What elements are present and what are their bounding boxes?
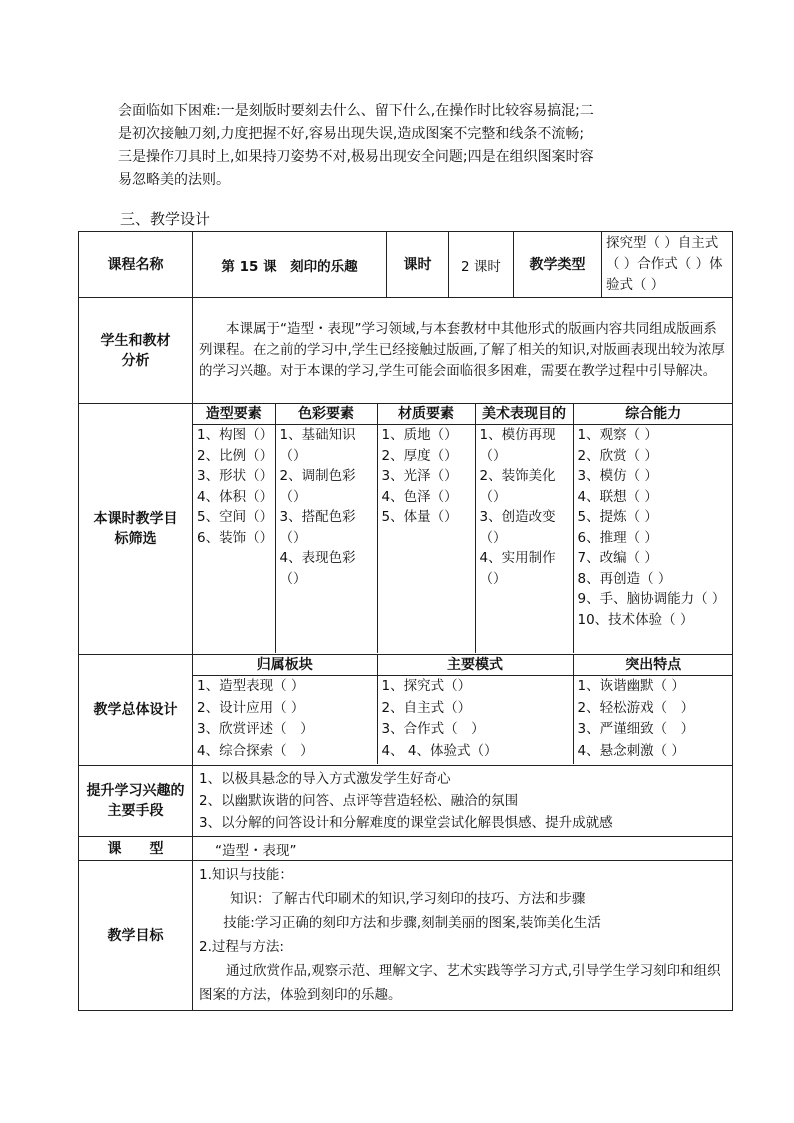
list-item: 5、空间（） [197, 509, 274, 525]
list-item: 4、体积（） [197, 488, 274, 505]
list-item: 6、装饰（） [197, 529, 274, 546]
list-item: 5、体量（） [381, 509, 458, 525]
teaching-goal-label: 教学目标 [79, 861, 193, 1011]
lesson-type-value: “造型・表现” [193, 837, 733, 861]
list-item: 2、以幽默诙谐的问答、点评等营造轻松、融洽的氛围 [199, 793, 519, 809]
intro-line: 是初次接触刀刻,力度把握不好,容易出现失误,造成图案不完整和线条不流畅; [118, 126, 585, 142]
section-title: 三、教学设计 [120, 210, 211, 228]
list-item: 2、自主式（） [381, 699, 472, 716]
list-item: 1、以极具悬念的导入方式激发学生好奇心 [199, 771, 451, 787]
overall-design-label: 教学总体设计 [79, 655, 193, 766]
list-item: 2、装饰美化（） [479, 468, 556, 505]
list-item: 1、模仿再现（） [479, 427, 556, 464]
list-item: 2、调制色彩（） [279, 468, 356, 505]
list-item: 3、合作式（ ） [381, 721, 485, 737]
interest-label: 提升学习兴趣的主要手段 [79, 766, 193, 837]
lesson-type-label: 课 型 [79, 837, 193, 861]
list-item: 2、厚度（） [381, 447, 458, 464]
list-item: 1、探究式（） [381, 678, 472, 694]
list-item: 7、改编（ ） [577, 550, 658, 566]
teaching-design-table [78, 231, 733, 1011]
hours-value: 2 课时 [449, 232, 514, 298]
header-shape: 造型要素 [193, 404, 275, 425]
goal-line: 技能:学习正确的刻印方法和步骤,刻制美丽的图案,装饰美化生活 [223, 915, 601, 931]
list-item: 3、以分解的问答设计和分解难度的课堂尝试化解畏惧感、提升成就感 [199, 815, 613, 831]
intro-line: 会面临如下困难:一是刻版时要刻去什么、留下什么,在操作时比较容易搞混;二 [118, 103, 594, 119]
header-feature: 突出特点 [573, 655, 733, 676]
analysis-label: 学生和教材分析 [79, 298, 193, 404]
goal-line: 2.过程与方法: [199, 939, 284, 955]
list-item: 3、搭配色彩（） [279, 509, 356, 546]
objectives-grid [193, 404, 733, 653]
list-item: 4、实用制作（） [479, 550, 556, 587]
list-item: 3、严谨细致（ ） [577, 721, 695, 737]
list-item: 4、 4、体验式（） [381, 742, 498, 759]
overall-design-grid [193, 655, 733, 764]
list-item: 4、悬念刺激（ ） [577, 742, 685, 759]
overall-design-row [79, 655, 733, 766]
list-item: 4、联想（ ） [577, 488, 658, 505]
list-item: 2、比例（） [197, 447, 274, 464]
list-item: 6、推理（ ） [577, 529, 658, 546]
objectives-row [79, 404, 733, 655]
header-color: 色彩要素 [275, 404, 377, 425]
list-item: 2、设计应用（ ） [197, 699, 305, 716]
course-name-label: 课程名称 [79, 232, 193, 298]
interest-row [79, 766, 733, 837]
analysis-text: 本课属于“造型・表现”学习领域,与本套教材中其他形式的版画内容共同组成版画系列课程。在之前的学习中,学生已经接触过版画,了解了相关的知识,对版画表现出较为浓厚的学习兴趣。对于本课的学习,学生可能会面临很多困难，需要在教学过程中引导解决。 [193, 298, 733, 404]
list-item: 8、再创造（ ） [577, 570, 672, 587]
list-item: 1、质地（） [381, 427, 458, 443]
header-purpose: 美术表现目的 [475, 404, 573, 425]
header-ability: 综合能力 [573, 404, 733, 425]
type-label: 教学类型 [514, 232, 602, 298]
intro-line: 易忽略美的法则。 [118, 172, 230, 188]
goal-line: 知识：了解古代印刷术的知识,学习刻印的技巧、方法和步骤 [230, 891, 586, 907]
intro-paragraph [118, 100, 738, 192]
list-item: 1、基础知识（） [279, 427, 356, 464]
header-material: 材质要素 [377, 404, 475, 425]
type-value: 探究型（ ）自主式（ ）合作式（ ）体验式（ ） [602, 232, 733, 298]
analysis-row [79, 298, 733, 404]
list-item: 3、光泽（） [381, 468, 458, 484]
list-item: 3、模仿（ ） [577, 468, 658, 484]
list-item: 1、观察（ ） [577, 427, 658, 443]
teaching-goal-row [79, 861, 733, 1011]
list-item: 2、轻松游戏（ ） [577, 699, 695, 716]
lesson-type-row [79, 837, 733, 861]
list-item: 3、欣赏评述（ ） [197, 721, 314, 737]
list-item: 9、手、脑协调能力（ ） [577, 591, 726, 607]
list-item: 10、技术体验（ ） [577, 611, 694, 628]
list-item: 2、欣赏（ ） [577, 447, 658, 464]
objectives-label: 本课时教学目标筛选 [79, 404, 193, 655]
list-item: 4、色泽（） [381, 488, 458, 505]
list-item: 1、构图（） [197, 427, 274, 443]
list-item: 3、形状（） [197, 468, 274, 484]
list-item: 1、造型表现（ ） [197, 678, 305, 694]
course-name-value: 第 15 课 刻印的乐趣 [193, 232, 387, 298]
list-item: 3、创造改变（） [479, 509, 556, 546]
hours-label: 课时 [387, 232, 449, 298]
list-item: 4、综合探索（ ） [197, 742, 314, 759]
header-mode: 主要模式 [377, 655, 573, 676]
header-category: 归属板块 [193, 655, 377, 676]
goal-line: 通过欣赏作品,观察示范、理解文字、艺术实践等学习方式,引导学生学习刻印和组织图案的方法，体验到刻印的乐趣。 [199, 963, 721, 1003]
list-item: 4、表现色彩（） [279, 550, 356, 587]
intro-line: 三是操作刀具时上,如果持刀姿势不对,极易出现安全问题;四是在组织图案时容 [118, 149, 594, 165]
course-row [79, 232, 733, 298]
list-item: 1、诙谐幽默（ ） [577, 678, 685, 694]
goal-line: 1.知识与技能： [199, 867, 293, 883]
list-item: 5、提炼（ ） [577, 509, 658, 525]
